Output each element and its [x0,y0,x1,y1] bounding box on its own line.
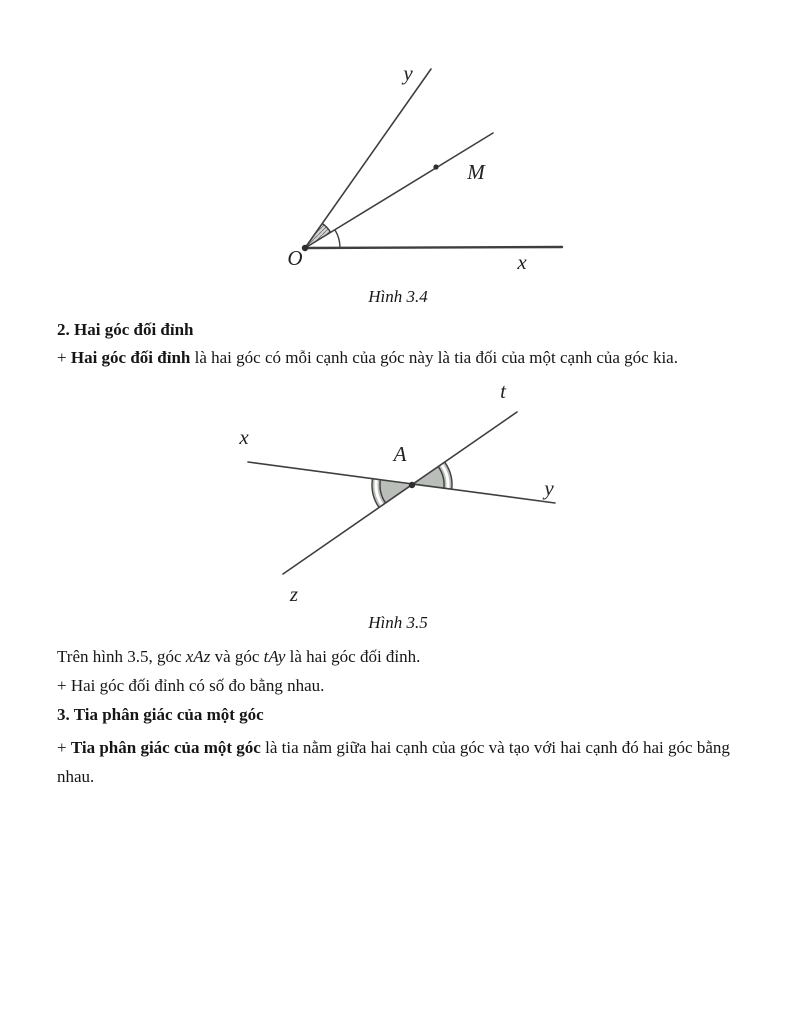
plus-sign-3: + [57,738,71,757]
section-2-heading: 2. Hai góc đối đỉnh [57,320,194,339]
label-y: y [403,60,413,85]
plus-sign: + [57,348,71,367]
label-m: M [467,159,485,184]
reference-part3: là hai góc đối đỉnh. [285,647,421,666]
term-tia-phan-giac: Tia phân giác của một góc [70,738,261,757]
reference-part2: và góc [210,647,264,666]
label-x: x [517,249,527,274]
section-3-heading: 3. Tia phân giác của một góc [57,705,264,724]
ray-om [305,133,493,248]
figure-3-4-caption: Hình 3.4 [368,287,428,306]
figure-3-5-caption: Hình 3.5 [368,613,428,632]
reference-part1: Trên hình 3.5, góc [57,647,186,666]
section-3-definition [57,733,757,791]
section-2-definition [57,347,678,369]
line-xy [248,462,555,503]
point-m-dot [433,164,438,169]
term-hai-goc-doi-dinh: Hai góc đối đỉnh [70,348,191,367]
definition-text: là hai góc có mỗi cạnh của góc này là tia đối của một cạnh của góc kia. [190,348,678,367]
para-equal-measure: + Hai góc đối đỉnh có số đo bằng nhau. [57,676,325,695]
label-t: t [500,380,506,403]
label-x: x [239,424,249,449]
label-o: O [287,245,303,270]
vertex-a-dot [409,482,415,488]
figure-3-5 [225,380,585,610]
para-fig35-reference [57,646,420,668]
vertex-o-dot [302,245,308,251]
angle-xaz-name: xAz [185,647,211,666]
label-a: A [393,441,407,466]
ray-oy [305,69,431,248]
angle-mox-arc [335,230,340,248]
definition-3-line1: là tia nằm giữa hai cạnh của góc và tạo với hai cạnh đó hai góc bằng [260,738,730,757]
label-y: y [544,475,554,500]
figure-3-4 [250,55,570,285]
ray-ox [305,247,562,248]
label-z: z [289,581,299,606]
angle-tay-name: tAy [263,647,286,666]
definition-3-line2: nhau. [57,767,95,786]
